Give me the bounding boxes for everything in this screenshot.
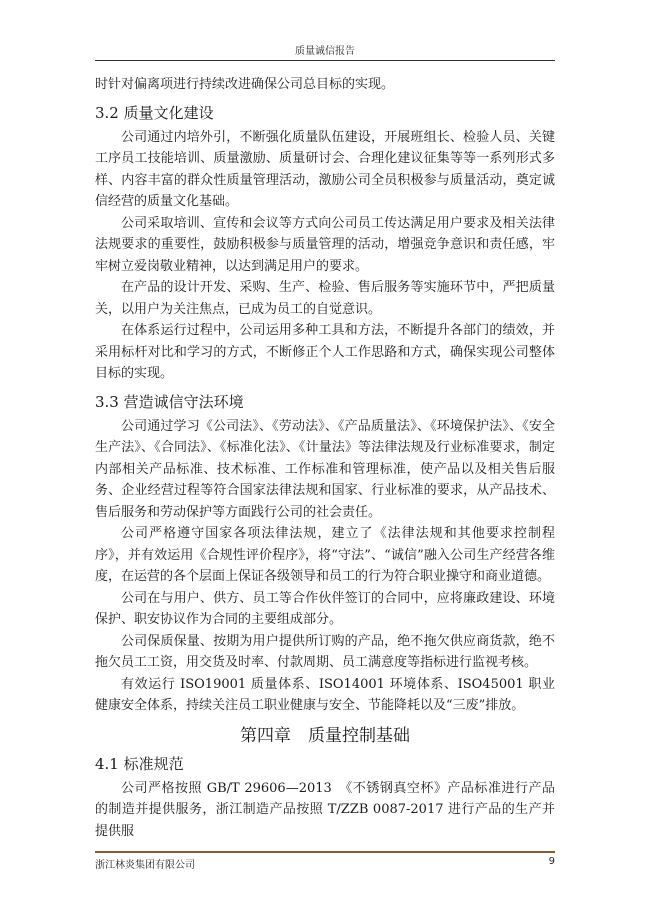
paragraph: 时针对偏离项进行持续改进确保公司总目标的实现。 (95, 77, 395, 92)
section-heading-3-2: 3.2 质量文化建设 (95, 103, 214, 122)
paragraph: 公司保质保量、按期为用户提供所订购的产品，绝不拖欠供应商货款，绝不拖欠员工工资，用交货及时率、付款周期、员工满意度等指标进行监视考核。 (95, 633, 555, 670)
footer-company-name: 浙江林炎集团有限公司 (95, 860, 195, 871)
chapter-heading: 第四章 质量控制基础 (240, 725, 410, 746)
paragraph: 公司严格遵守国家各项法律法规，建立了《法律法规和其他要求控制程序》，并有效运用《合规性评价程序》，将“守法”、“诚信”融入公司生产经营各维度，在运营的各个层面上保证各级领导和员工的行为符合职业操守和商业道德。 (95, 526, 555, 584)
page-header-title: 质量诚信报告 (295, 46, 355, 57)
paragraph: 在产品的设计开发、采购、生产、检验、售后服务等实施环节中，严把质量关，以用户为关注焦点，已成为员工的自觉意识。 (95, 280, 555, 317)
paragraph: 公司严格按照 GB/T 29606—2013 《不锈钢真空杯》产品标准进行产品的制造并提供服务，浙江制造产品按照 T/ZZB 0087-2017 进行产品的生产并提供服 (95, 780, 555, 839)
header-rule (95, 60, 555, 61)
section-heading-4-1: 4.1 标准规范 (95, 754, 184, 773)
paragraph: 公司通过内培外引，不断强化质量队伍建设，开展班组长、检验人员、关键工序员工技能培训、质量激励、质量研讨会、合理化建议征集等等一系列形式多样、内容丰富的群众性质量管理活动，激励公司全员积极参与质量活动，奠定诚信经营的质量文化基础。 (95, 129, 555, 209)
paragraph: 公司在与用户、供方、员工等合作伙伴签订的合同中，应将廉政建设、环境保护、职安协议作为合同的主要组成部分。 (95, 590, 555, 627)
paragraph: 公司采取培训、宣传和会议等方式向公司员工传达满足用户要求及相关法律法规要求的重要性，鼓励积极参与质量管理的活动，增强竞争意识和责任感，牢牢树立爱岗敬业精神，以达到满足用户的要求。 (95, 215, 555, 274)
paragraph: 在体系运行过程中，公司运用多种工具和方法，不断提升各部门的绩效，并采用标杆对比和学习的方式，不断修正个人工作思路和方式，确保实现公司整体目标的实现。 (95, 323, 555, 381)
paragraph: 公司通过学习《公司法》、《劳动法》、《产品质量法》、《环境保护法》、《安全生产法》、《合同法》、《标准化法》、《计量法》等法律法规及行业标准要求，制定内部相关产品标准、技术标准、工作标准和管理标准，使产品以及相关售后服务、企业经营过程等符合国家法律法规和国家、行业标准的要求，从产品技术、售后服务和劳动保护等方面践行公司的社会责任。 (95, 418, 555, 520)
section-heading-3-3: 3.3 营造诚信守法环境 (95, 392, 244, 411)
footer-rule (95, 851, 555, 853)
document-body (95, 74, 555, 842)
paragraph: 有效运行 ISO19001 质量体系、ISO14001 环境体系、ISO45001 职业健康安全体系，持续关注员工职业健康与安全、节能降耗以及“三废”排放。 (95, 676, 555, 713)
page-number: 9 (548, 856, 555, 867)
